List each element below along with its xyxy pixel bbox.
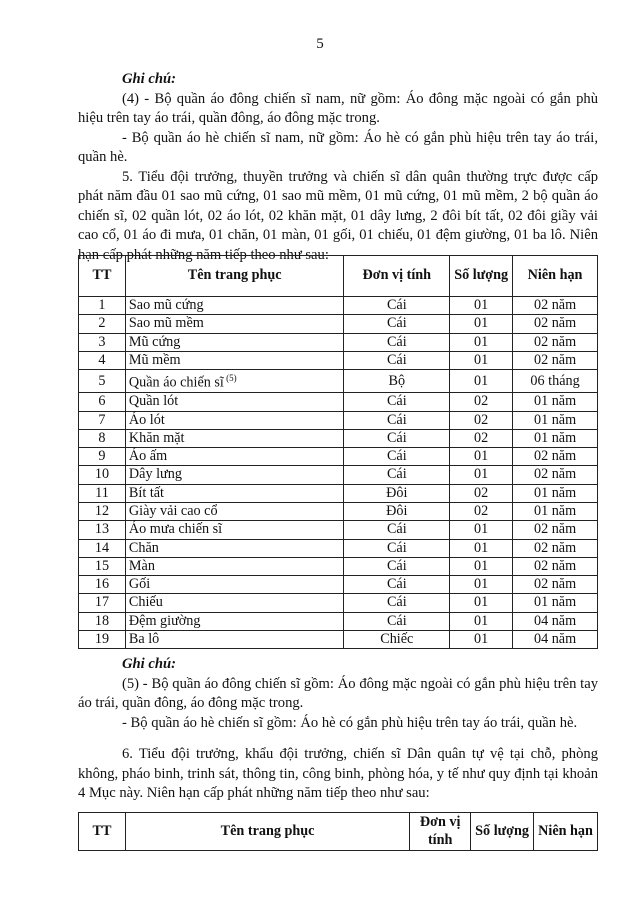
cell-tt: 10 [79, 466, 126, 484]
cell-qty: 02 [450, 484, 513, 502]
cell-unit: Cái [344, 576, 450, 594]
cell-qty: 02 [450, 429, 513, 447]
table-row [79, 594, 598, 612]
cell-tt: 12 [79, 503, 126, 521]
cell-name: Quần lót [125, 393, 343, 411]
t2-header-qty: Số lượng [471, 813, 534, 851]
table-row [79, 576, 598, 594]
cell-tt: 17 [79, 594, 126, 612]
cell-term: 02 năm [513, 315, 598, 333]
page-number: 5 [316, 36, 324, 52]
cell-unit: Cái [344, 612, 450, 630]
table-row [79, 315, 598, 333]
cell-term: 02 năm [513, 466, 598, 484]
paragraph-5: 5. Tiểu đội trưởng, thuyền trưởng và chiến sĩ dân quân thường trực được cấp phát năm đầu 01 sao mũ cứng, 01 sao mũ mềm, 01 mũ cứng, 01 mũ mềm, 2 bộ quần áo chiến sĩ, 02 quần lót, 02 áo lót, 02 khăn mặt, 01 dây lưng, 2 đôi bít tất, 02 đôi giầy vải cao cổ, 01 áo đi mưa, 01 chăn, 01 màn, 01 gối, 01 chiếu, 01 đệm giường, 01 ba lô. Niên hạn cấp phát những năm tiếp theo như sau: [78, 168, 598, 263]
cell-qty: 02 [450, 393, 513, 411]
cell-tt: 11 [79, 484, 126, 502]
cell-tt: 14 [79, 539, 126, 557]
cell-tt: 6 [79, 393, 126, 411]
cell-name: Sao mũ mềm [125, 315, 343, 333]
cell-term: 01 năm [513, 594, 598, 612]
table-row [79, 631, 598, 649]
cell-name: Chiếu [125, 594, 343, 612]
cell-unit: Cái [344, 448, 450, 466]
header-term: Niên hạn [513, 256, 598, 297]
cell-tt: 9 [79, 448, 126, 466]
footnote-ref: (5) [223, 373, 237, 384]
cell-name: Gối [125, 576, 343, 594]
cell-qty: 01 [450, 315, 513, 333]
t2-header-unit: Đơn vị tính [410, 813, 471, 851]
table-row [79, 333, 598, 351]
table2-header-row [79, 813, 598, 851]
note1-line2: - Bộ quần áo hè chiến sĩ nam, nữ gồm: Áo hè có gắn phù hiệu trên tay áo trái, quần hè. [78, 129, 598, 165]
cell-name: Đệm giường [125, 612, 343, 630]
cell-unit: Cái [344, 315, 450, 333]
cell-name: Mũ mềm [125, 351, 343, 369]
cell-tt: 1 [79, 297, 126, 315]
table-row [79, 466, 598, 484]
note2-heading: Ghi chú: [122, 656, 176, 672]
cell-unit: Cái [344, 466, 450, 484]
note1-block [78, 70, 598, 265]
cell-tt: 13 [79, 521, 126, 539]
note2-block [78, 655, 598, 733]
cell-name: Áo ấm [125, 448, 343, 466]
cell-tt: 5 [79, 370, 126, 393]
table-row [79, 393, 598, 411]
table-row [79, 351, 598, 369]
cell-term: 02 năm [513, 576, 598, 594]
cell-qty: 01 [450, 448, 513, 466]
cell-term: 01 năm [513, 429, 598, 447]
cell-name: Mũ cứng [125, 333, 343, 351]
cell-unit: Cái [344, 557, 450, 575]
cell-qty: 02 [450, 503, 513, 521]
cell-name: Giày vải cao cổ [125, 503, 343, 521]
cell-term: 04 năm [513, 612, 598, 630]
cell-name: Khăn mặt [125, 429, 343, 447]
cell-term: 02 năm [513, 351, 598, 369]
header-tt: TT [79, 256, 126, 297]
cell-qty: 01 [450, 333, 513, 351]
table-row [79, 297, 598, 315]
cell-unit: Đôi [344, 484, 450, 502]
cell-tt: 19 [79, 631, 126, 649]
cell-tt: 7 [79, 411, 126, 429]
cell-tt: 18 [79, 612, 126, 630]
table-row [79, 557, 598, 575]
t2-header-tt: TT [79, 813, 126, 851]
paragraph-6-block [78, 745, 598, 804]
cell-unit: Cái [344, 393, 450, 411]
cell-unit: Cái [344, 333, 450, 351]
clothing-table-5 [78, 255, 598, 649]
cell-tt: 16 [79, 576, 126, 594]
cell-qty: 01 [450, 557, 513, 575]
cell-term: 01 năm [513, 393, 598, 411]
header-qty: Số lượng [450, 256, 513, 297]
cell-term: 01 năm [513, 503, 598, 521]
cell-unit: Bộ [344, 370, 450, 393]
cell-qty: 01 [450, 370, 513, 393]
cell-qty: 01 [450, 612, 513, 630]
cell-tt: 8 [79, 429, 126, 447]
cell-term: 02 năm [513, 448, 598, 466]
cell-term: 04 năm [513, 631, 598, 649]
cell-unit: Cái [344, 429, 450, 447]
clothing-table-6 [78, 812, 598, 851]
cell-name: Áo lót [125, 411, 343, 429]
cell-unit: Cái [344, 351, 450, 369]
cell-qty: 01 [450, 539, 513, 557]
table-row [79, 411, 598, 429]
table-row [79, 448, 598, 466]
cell-unit: Cái [344, 297, 450, 315]
cell-tt: 4 [79, 351, 126, 369]
cell-term: 06 tháng [513, 370, 598, 393]
cell-name: Quần áo chiến sĩ $^{(5)}$ [125, 370, 343, 393]
cell-name: Bít tất [125, 484, 343, 502]
table-row [79, 429, 598, 447]
table-row [79, 484, 598, 502]
cell-qty: 01 [450, 576, 513, 594]
cell-qty: 01 [450, 631, 513, 649]
cell-tt: 2 [79, 315, 126, 333]
cell-term: 02 năm [513, 521, 598, 539]
cell-unit: Cái [344, 521, 450, 539]
paragraph-6: 6. Tiểu đội trưởng, khẩu đội trưởng, chiến sĩ Dân quân tự vệ tại chỗ, phòng không, pháo binh, trinh sát, thông tin, công binh, phòng hóa, y tế như quy định tại khoản 4 Mục này. Niên hạn cấp phát những năm tiếp theo như sau: [78, 746, 598, 801]
cell-unit: Cái [344, 594, 450, 612]
cell-term: 01 năm [513, 484, 598, 502]
table-row [79, 370, 598, 393]
table-header-row [79, 256, 598, 297]
t2-header-name: Tên trang phục [125, 813, 409, 851]
cell-term: 02 năm [513, 557, 598, 575]
cell-qty: 01 [450, 594, 513, 612]
cell-name: Sao mũ cứng [125, 297, 343, 315]
table-row [79, 503, 598, 521]
cell-unit: Cái [344, 411, 450, 429]
cell-name: Ba lô [125, 631, 343, 649]
cell-name: Dây lưng [125, 466, 343, 484]
note2-line2: - Bộ quần áo hè chiến sĩ gồm: Áo hè có gắn phù hiệu trên tay áo trái, quần hè. [122, 714, 578, 731]
cell-unit: Đôi [344, 503, 450, 521]
cell-tt: 15 [79, 557, 126, 575]
cell-name: Chăn [125, 539, 343, 557]
note1-heading: Ghi chú: [122, 71, 176, 87]
cell-qty: 01 [450, 297, 513, 315]
note1-line1: (4) - Bộ quần áo đông chiến sĩ nam, nữ gồm: Áo đông mặc ngoài có gắn phù hiệu trên tay áo trái, quần đông, áo đông mặc trong. [78, 90, 598, 126]
cell-term: 01 năm [513, 411, 598, 429]
cell-unit: Cái [344, 539, 450, 557]
note2-line1: (5) - Bộ quần áo đông chiến sĩ gồm: Áo đông mặc ngoài có gắn phù hiệu trên tay áo trái, quần đông, áo đông mặc trong. [78, 675, 598, 711]
cell-tt: 3 [79, 333, 126, 351]
cell-term: 02 năm [513, 539, 598, 557]
cell-qty: 02 [450, 411, 513, 429]
cell-term: 02 năm [513, 333, 598, 351]
cell-name: Áo mưa chiến sĩ [125, 521, 343, 539]
cell-qty: 01 [450, 521, 513, 539]
table-row [79, 612, 598, 630]
cell-name: Màn [125, 557, 343, 575]
cell-qty: 01 [450, 466, 513, 484]
t2-header-term: Niên hạn [534, 813, 598, 851]
header-unit: Đơn vị tính [344, 256, 450, 297]
header-name: Tên trang phục [125, 256, 343, 297]
table-row [79, 539, 598, 557]
cell-term: 02 năm [513, 297, 598, 315]
cell-unit: Chiếc [344, 631, 450, 649]
cell-qty: 01 [450, 351, 513, 369]
table-row [79, 521, 598, 539]
